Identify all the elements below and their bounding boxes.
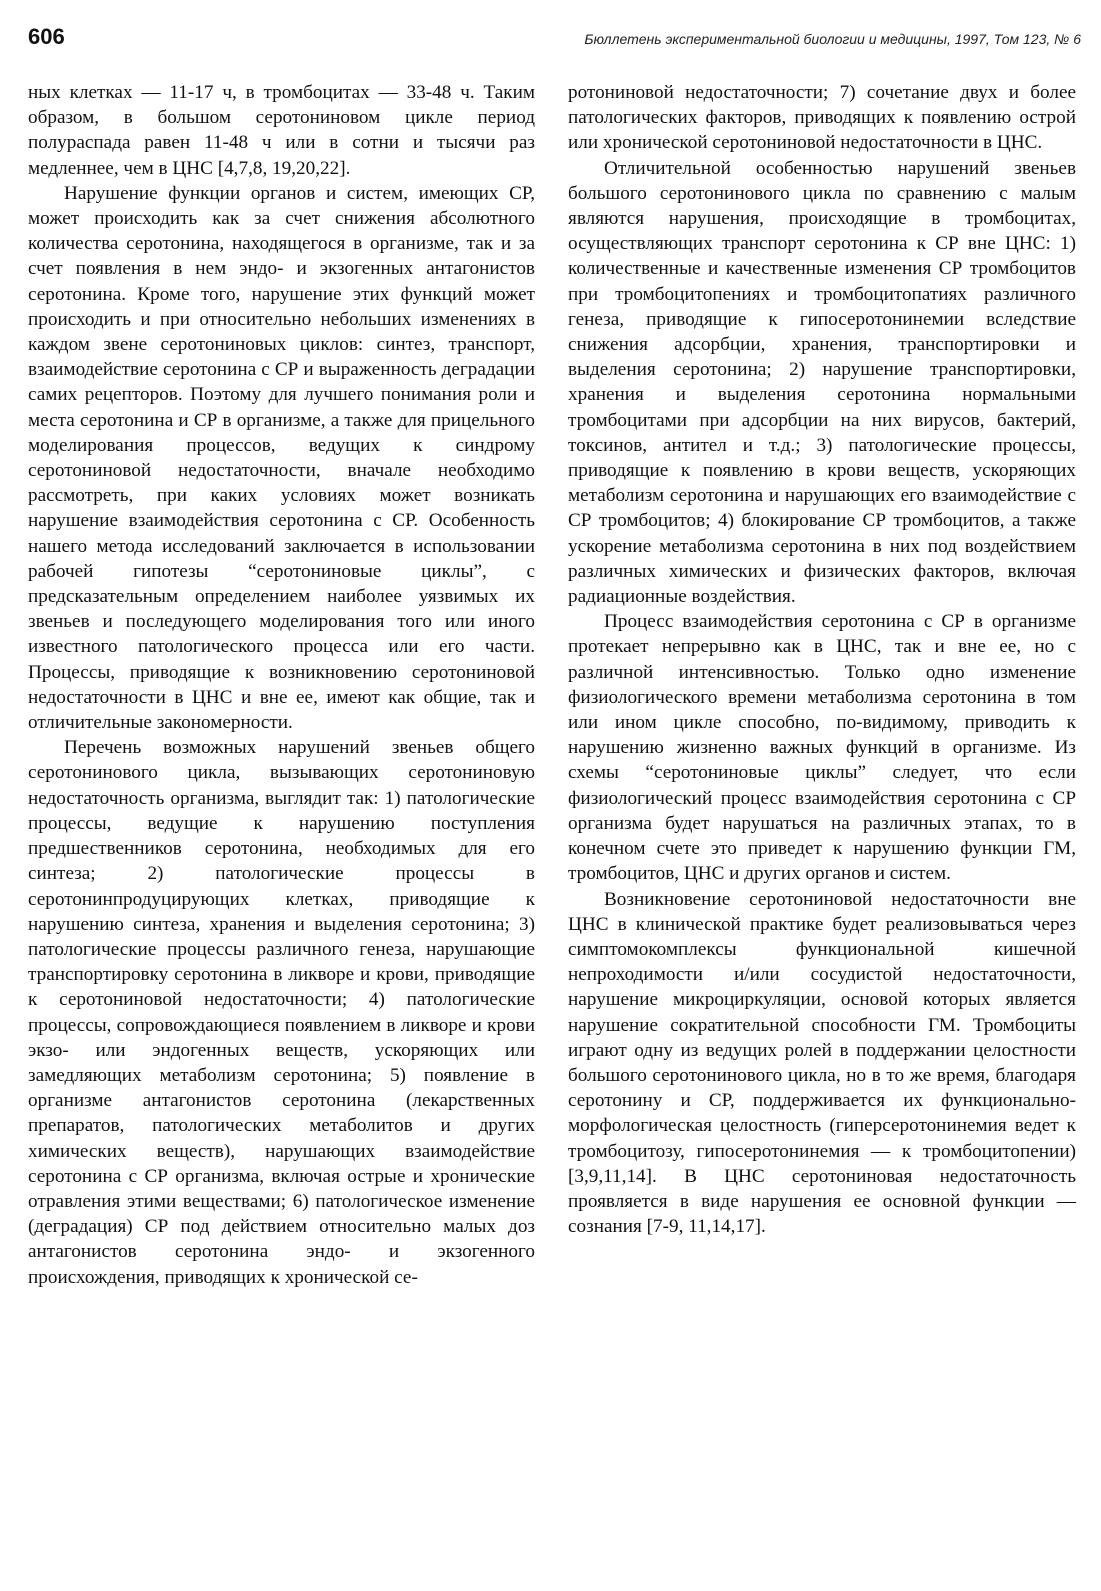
paragraph: Нарушение функции органов и систем, имеющих СР, может происходить как за счет снижения абсолютного количества серотонина, находящегося в организме, так и за счет появления в нем эндо- и экзогенных антагонистов серотонина. Кроме того, нарушение этих функций может происходить и при относительно небольших изменениях в каждом звене серотониновых циклов: синтез, транспорт, взаимодействие серотонина с СР и выраженность деградации самих рецепторов. Поэтому для лучшего понимания роли и места серотонина и СР в организме, а также для прицельного моделирования процессов, ведущих к синдрому серотониновой недостаточности, вначале необходимо рассмотреть, при каких условиях может возникать нарушение взаимодействия серотонина с СР. Особенность нашего метода исследований заключается в использовании рабочей гипотезы “серотониновые циклы”, с предсказательным определением наиболее уязвимых их звеньев и последующего моделирования того или иного известного патологического процесса или его части. Процессы, приводящие к возникновению серотониновой недостаточности в ЦНС и вне ее, имеют как общие, так и отличительные закономерности. <box>28 182 535 734</box>
left-column <box>28 80 535 1290</box>
paragraph: Процесс взаимодействия серотонина с СР в организме протекает непрерывно как в ЦНС, так и вне ее, но с различной интенсивностью. Только одно изменение физиологического времени метаболизма серотонина в том или ином цикле способно, по-видимому, приводить к нарушению жизненно важных функций в организме. Из схемы “серотониновые циклы” следует, что если физиологический процесс взаимодействия серотонина с СР организма будет нарушаться на различных этапах, то в конечном счете это приведет к нарушению функции ГМ, тромбоцитов, ЦНС и других органов и систем. <box>568 611 1076 885</box>
paragraph: Перечень возможных нарушений звеньев общего серотонинового цикла, вызывающих серотониновую недостаточность организма, выглядит так: 1) патологические процессы, ведущие к нарушению поступления предшественников серотонина, необходимых для его синтеза; 2) патологические процессы в серотонинпродуцирующих клетках, приводящие к нарушению синтеза, хранения и выделения серотонина; 3) патологические процессы различного генеза, нарушающие транспортировку серотонина в ликворе и крови, приводящие к серотониновой недостаточности; 4) патологические процессы, сопровождающиеся появлением в ликворе и крови экзо- или эндогенных веществ, ускоряющих или замедляющих метаболизм серотонина; 5) появление в организме антагонистов серотонина (лекарственных препаратов, патологических метаболитов и других химических веществ), нарушающих взаимодействие серотонина с СР организма, включая острые и хронические отравления этими веществами; 6) патологическое изменение (деградация) СР под действием относительно малых доз антагонистов серотонина эндо- и экзогенного происхождения, приводящих к хронической се- <box>28 737 535 1288</box>
paragraph: ротониновой недостаточности; 7) сочетание двух и более патологических факторов, приводящих к появлению острой или хронической серотониновой недостаточности в ЦНС. <box>568 82 1076 154</box>
right-column <box>568 80 1076 1239</box>
page-header <box>28 24 1081 54</box>
page-number: 606 <box>28 24 65 49</box>
paragraph: ных клетках — 11-17 ч, в тромбоцитах — 33-48 ч. Таким образом, в большом серотониновом цикле период полураспада равен 11-48 ч или в сотни и тысячи раз медленнее, чем в ЦНС [4,7,8, 19,20,22]. <box>28 82 535 179</box>
paragraph: Возникновение серотониновой недостаточности вне ЦНС в клинической практике будет реализовываться через симптомокомплексы функциональной кишечной непроходимости и/или сосудистой недостаточности, нарушение микроциркуляции, основой которых является нарушение сократительной способности ГМ. Тромбоциты играют одну из ведущих ролей в поддержании целостности большого серотонинового цикла, но в то же время, благодаря серотонину и СР, поддерживается их функционально-морфологическая целостность (гиперсеротонинемия ведет к тромбоцитозу, гипосеротонинемия — к тромбоцитопении) [3,9,11,14]. В ЦНС серотониновая недостаточность проявляется в виде нарушения ее основной функции — сознания [7-9, 11,14,17]. <box>568 888 1076 1238</box>
paragraph: Отличительной особенностью нарушений звеньев большого серотонинового цикла по сравнению с малым являются нарушения, происходящие в тромбоцитах, осуществляющих транспорт серотонина к СР вне ЦНС: 1) количественные и качественные изменения СР тромбоцитов при тромбоцитопениях и тромбоцитопатиях различного генеза, приводящие к гипосеротонинемии вследствие снижения адсорбции, хранения, транспортировки и выделения серотонина; 2) нарушение транспортировки, хранения и выделения серотонина нормальными тромбоцитами при адсорбции на них вирусов, бактерий, токсинов, антител и т.д.; 3) патологические процессы, приводящие к появлению в крови веществ, ускоряющих метаболизм серотонина и нарушающих его взаимодействие с СР тромбоцитов; 4) блокирование СР тромбоцитов, а также ускорение метаболизма серотонина в них под воздействием различных химических и физических факторов, включая радиационные воздействия. <box>568 157 1076 608</box>
running-title: Бюллетень экспериментальной биологии и медицины, 1997, Том 123, № 6 <box>584 31 1081 47</box>
